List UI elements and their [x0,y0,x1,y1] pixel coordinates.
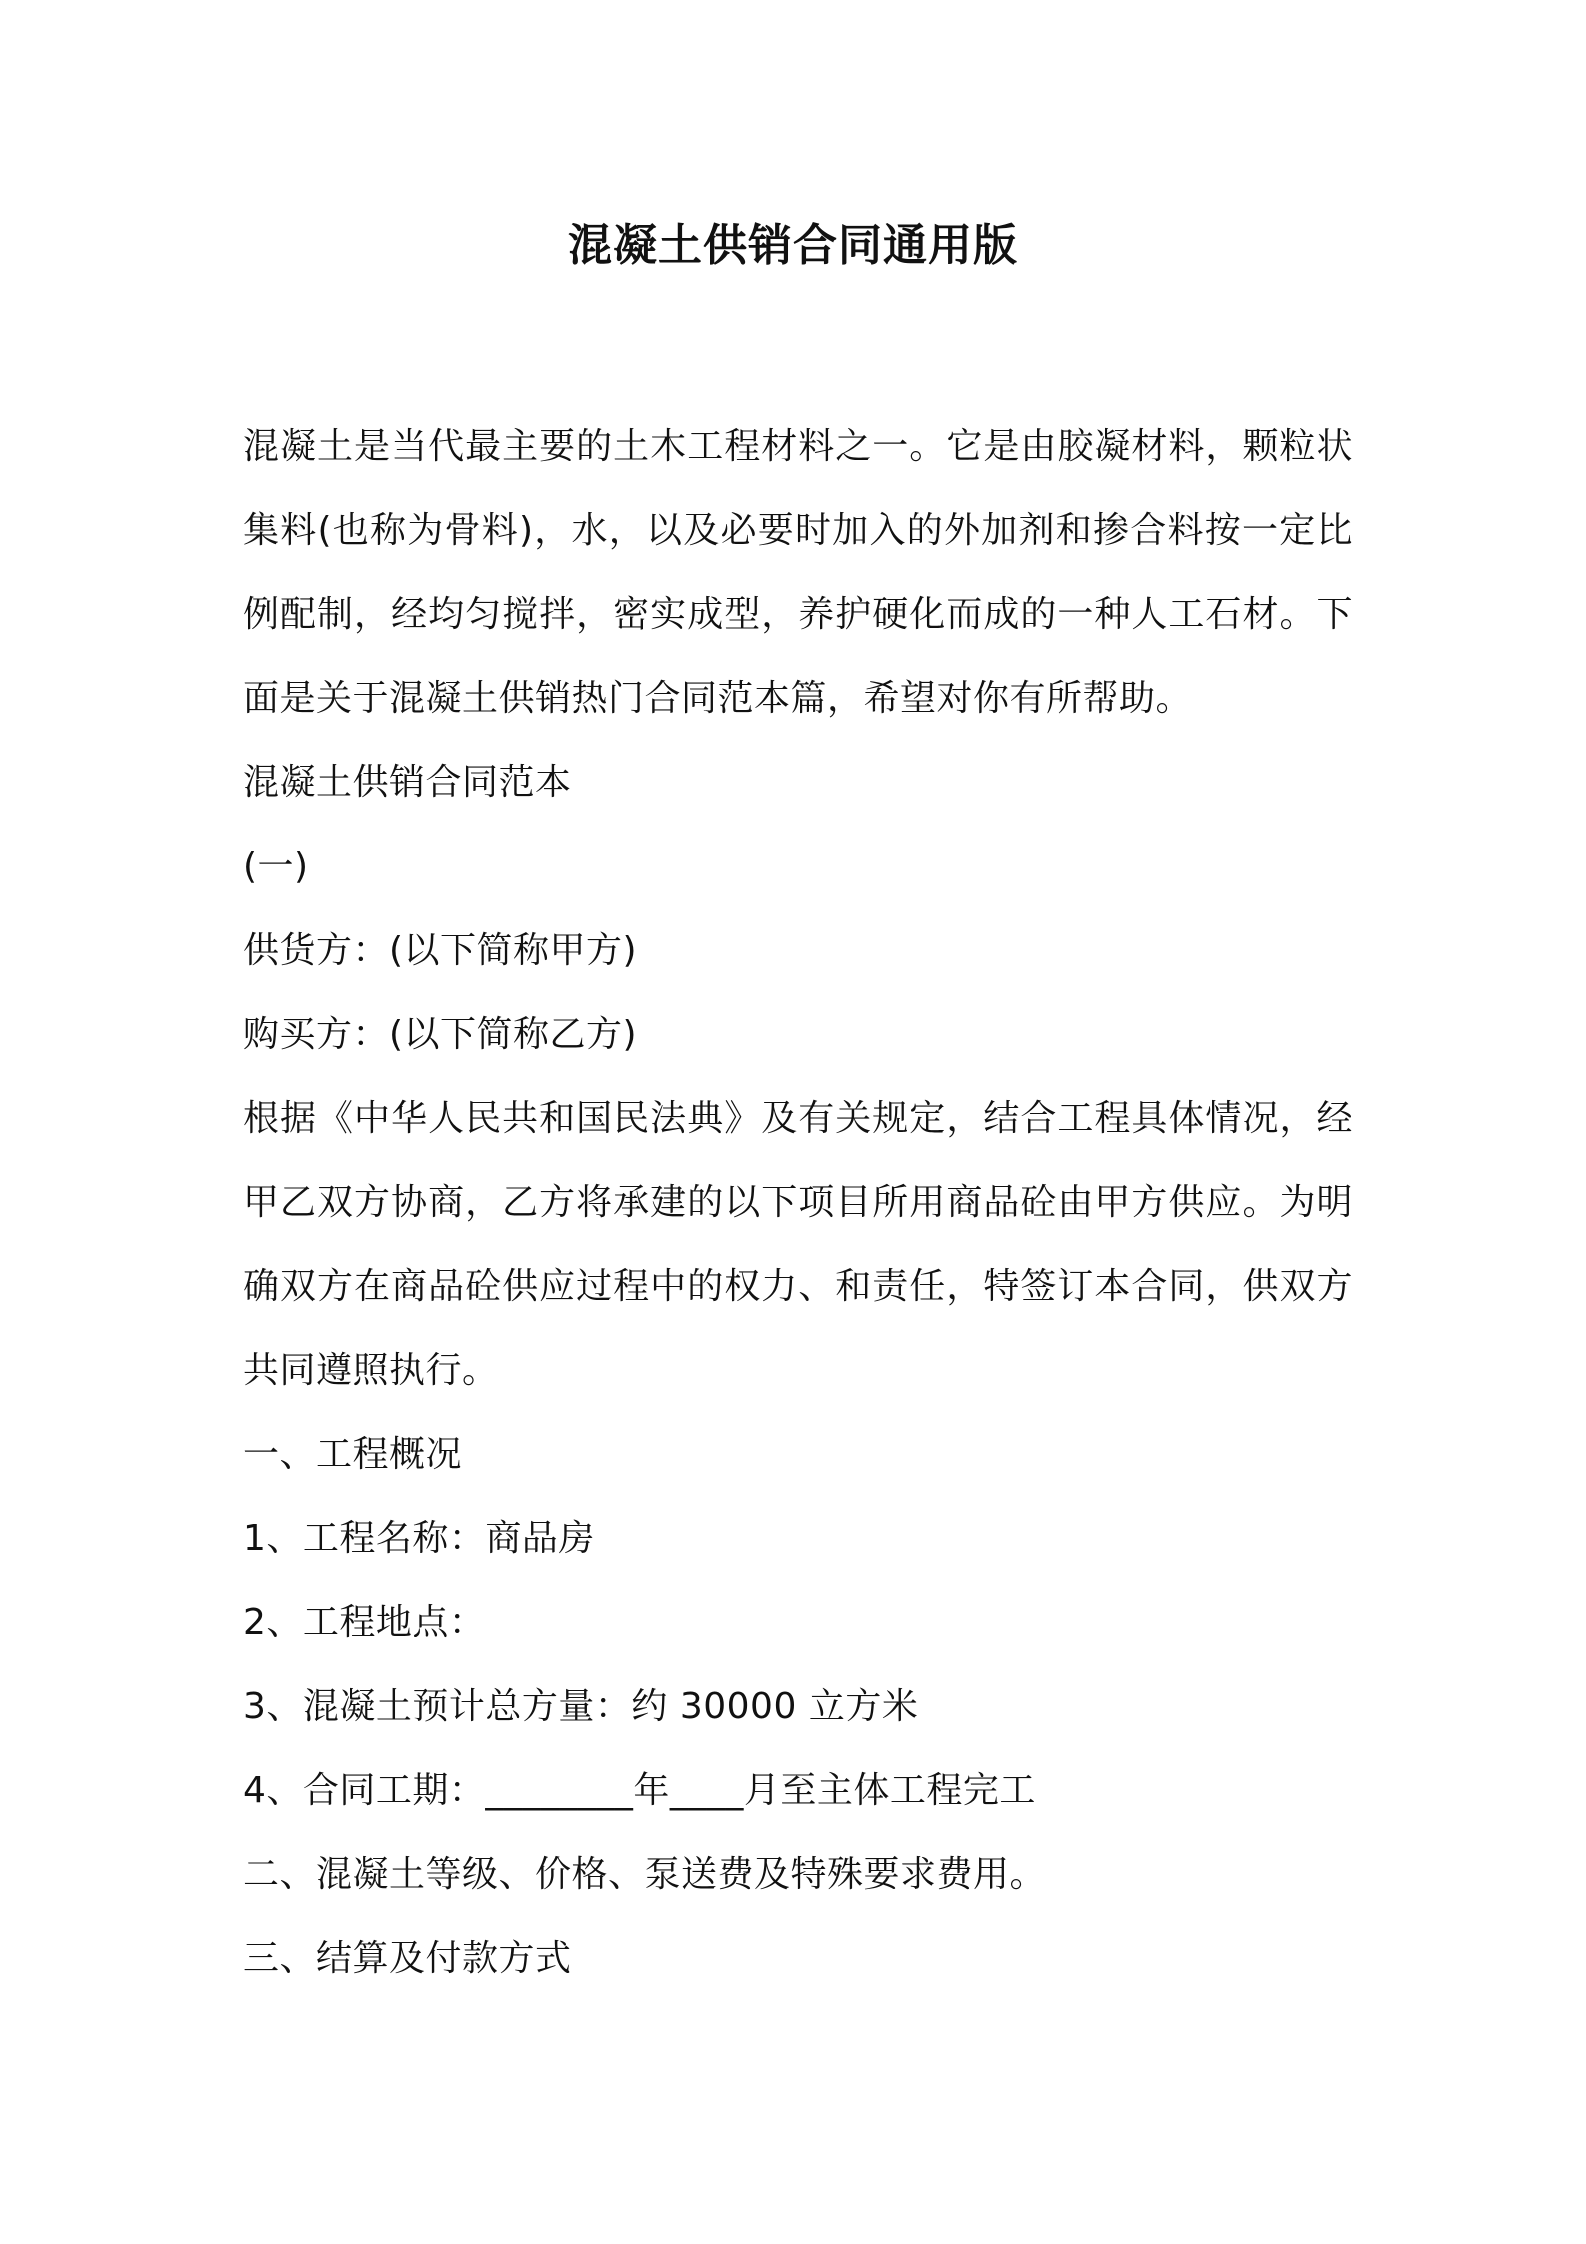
section-number: (一) [243,846,309,887]
clause-heading-2: 二、混凝土等级、价格、泵送费及特殊要求费用。 [243,1854,1047,1895]
clause-heading-3: 三、结算及付款方式 [243,1938,572,1979]
document-title: 混凝土供销合同通用版 [568,220,1018,271]
item-project-location: 2、工程地点： [243,1602,486,1643]
section-heading-template: 混凝土供销合同范本 [243,762,572,803]
basis-paragraph: 根据《中华人民共和国民法典》及有关规定，结合工程具体情况，经甲乙双方协商，乙方将承建的以下项目所用商品砼由甲方供应。为明确双方在商品砼供应过程中的权力、和责任，特签订本合同，供双方共同遵照执行。 [243,1098,1353,1391]
item-total-volume: 3、混凝土预计总方量：约 30000 立方米 [243,1686,919,1727]
buyer-line: 购买方：(以下简称乙方) [243,1014,638,1055]
item-project-name: 1、工程名称：商品房 [243,1518,595,1559]
supplier-line: 供货方：(以下简称甲方) [243,930,638,971]
intro-paragraph: 混凝土是当代最主要的土木工程材料之一。它是由胶凝材料，颗粒状集料(也称为骨料)，水，以及必要时加入的外加剂和掺合料按一定比例配制，经均匀搅拌，密实成型，养护硬化而成的一种人工石材。下面是关于混凝土供销热门合同范本篇，希望对你有所帮助。 [243,426,1353,719]
document-body [243,405,1353,2001]
item-contract-period: 4、合同工期：________年____月至主体工程完工 [243,1770,1036,1811]
clause-heading-1: 一、工程概况 [243,1434,463,1475]
